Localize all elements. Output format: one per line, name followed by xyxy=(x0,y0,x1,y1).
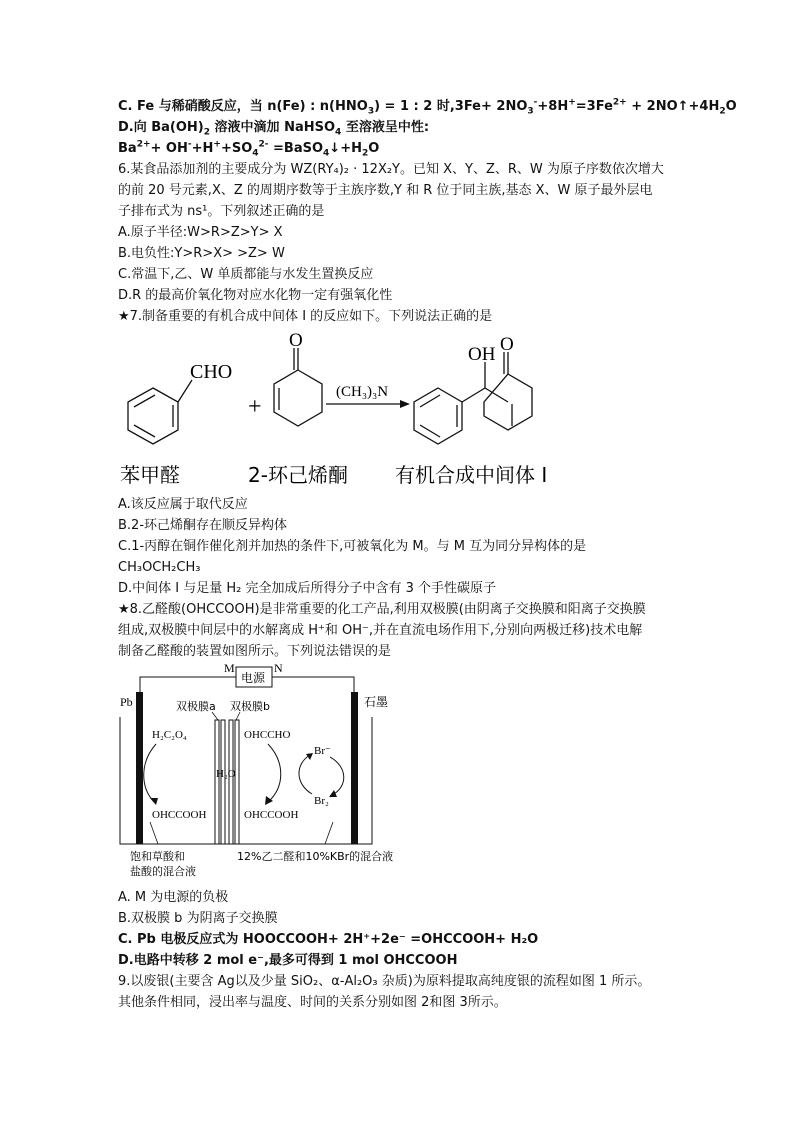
q8-option-d: D.电路中转移 2 mol e⁻,最多可得到 1 mol OHCCOOH xyxy=(118,953,458,968)
reagent-label: (CH₃)₃N xyxy=(336,384,389,400)
cathode-arrow xyxy=(144,744,156,802)
membrane-a-leader xyxy=(212,712,218,720)
q5-option-d: D.向 $Ba(OH)_2$ 溶液中滴加 NaHSO$_4$ 至溶液呈中性: xyxy=(118,120,430,138)
bipolar-membrane-a xyxy=(215,720,225,844)
q6-stem-line1: 6.某食品添加剂的主要成分为 WZ(RY₄)₂ · 12X₂Y。已知 X、Y、Z、R、W 为原子序数依次增大 xyxy=(118,162,664,177)
bipolar-membrane-b xyxy=(229,720,239,844)
q8-stem-line3: 制备乙醛酸的装置如图所示。下列说法错误的是 xyxy=(118,644,392,659)
q6-option-d: D.R 的最高价氧化物对应水化物一定有强氧化性 xyxy=(118,288,393,303)
label-benzaldehyde: 苯甲醛 xyxy=(120,463,180,487)
q6-option-c: C.常温下,乙、W 单质都能与水发生置换反应 xyxy=(118,267,374,282)
q8-stem-line1: ★8.乙醛酸(OHCCOOH)是非常重要的化工产品,利用双极膜(由阴离子交换膜和阳离子交换膜 xyxy=(118,602,646,617)
q5-option-d-equation: $Ba^{2+}+ OH^-+H^++SO_4^{2-}$ $=BaSO_4↓+H_2O$ xyxy=(118,139,380,159)
q8-option-b: B.双极膜 b 为阴离子交换膜 xyxy=(118,911,278,926)
q6-stem-line2: 的前 20 号元素,X、Z 的周期序数等于主族序数,Y 和 R 位于同主族,基态 X、W 原子最外层电 xyxy=(118,183,653,198)
ketone-o-label: O xyxy=(289,330,303,351)
q7-stem: ★7.制备重要的有机合成中间体 I 的反应如下。下列说法正确的是 xyxy=(118,309,493,324)
plus-sign: + xyxy=(248,394,262,420)
pb-label: Pb xyxy=(120,695,133,709)
q9-stem-line1: 9.以废银(主要含 Ag以及少量 SiO₂、α-Al₂O₃ 杂质)为原料提取高纯度银的流程如图 1 所示。 xyxy=(118,974,651,989)
q6-option-b: B.电负性:Y>R>X> >Z> W xyxy=(118,246,285,261)
q8-stem-line2: 组成,双极膜中间层中的水解离成 H⁺和 OH⁻,并在直流电场作用下,分别向两极迁移)技术电解 xyxy=(118,623,643,638)
power-supply-label: 电源 xyxy=(241,671,266,685)
q7-option-c: C.1-丙醇在铜作催化剂并加热的条件下,可被氧化为 M。与 M 互为同分异构体的是 xyxy=(118,539,587,554)
reaction-arrowhead xyxy=(400,400,410,408)
left-solution-label-2: 盐酸的混合液 xyxy=(130,865,196,878)
membrane-b-leader xyxy=(236,712,240,720)
right-solution-leader xyxy=(325,822,333,844)
q6-option-a: A.原子半径:W>R>Z>Y> X xyxy=(118,225,283,240)
q7-option-a: A.该反应属于取代反应 xyxy=(118,497,248,512)
label-intermediate: 有机合成中间体 I xyxy=(395,463,548,487)
terminal-m: M xyxy=(224,662,235,675)
membrane-a-label: 双极膜a xyxy=(176,700,216,713)
q8-option-c: C. Pb 电极反应式为 HOOCCOOH+ 2H⁺+2e⁻ =OHCCOOH+ H₂O xyxy=(118,932,539,947)
benzaldehyde-structure xyxy=(128,380,192,444)
q6-stem-line3: 子排布式为 ns¹。下列叙述正确的是 xyxy=(118,204,325,219)
product-mid-label: OHCCOOH xyxy=(244,809,299,821)
cho-label: CHO xyxy=(190,361,233,383)
q5-option-c: C. Fe 与稀硝酸反应，当 n(Fe) : $n(HNO_3) = 1$ : 2 时$,3Fe+ 2NO_3^-+8H^+=3Fe^{2+}$ + $2NO↑+4H_2O$ xyxy=(118,97,737,117)
q7-option-c-formula: CH₃OCH₂CH₃ xyxy=(118,560,201,575)
label-cyclohexenone: 2-环己烯酮 xyxy=(248,463,348,487)
q8-option-a: A. M 为电源的负极 xyxy=(118,890,229,905)
q9-stem-line2: 其他条件相同，浸出率与温度、时间的关系分别如图 2和图 3所示。 xyxy=(118,995,507,1010)
glyoxal-label: OHCCHO xyxy=(244,729,291,741)
bromide-arrow xyxy=(330,757,344,795)
bromide-arrowhead xyxy=(329,790,337,797)
cyclohexenone-structure xyxy=(274,348,322,426)
water-label: H₂O xyxy=(216,768,236,780)
q7-option-b: B.2-环己烯酮存在顺反异构体 xyxy=(118,518,288,533)
cathode-arrowhead xyxy=(150,798,158,805)
right-solution-label: 12%乙二醛和10%KBr的混合液 xyxy=(237,850,394,863)
graphite-label: 石墨 xyxy=(364,695,389,709)
oxidation-arrowhead xyxy=(265,796,273,805)
product-o-label: O xyxy=(500,334,514,355)
left-solution-leader xyxy=(150,822,158,844)
q7-reaction-scheme xyxy=(0,330,794,500)
product-left-label: OHCCOOH xyxy=(152,809,207,821)
q8-electrolysis-diagram xyxy=(0,662,794,882)
terminal-n: N xyxy=(274,662,283,675)
bromide-label: Br⁻ xyxy=(314,745,331,757)
graphite-electrode xyxy=(351,692,358,844)
bromine-arrow xyxy=(299,755,312,794)
bromine-label: Br₂ xyxy=(314,795,329,807)
pb-electrode xyxy=(136,692,143,844)
oxidation-arrow xyxy=(268,744,281,802)
q7-option-d: D.中间体 I 与足量 H₂ 完全加成后所得分子中含有 3 个手性碳原子 xyxy=(118,581,497,596)
hydroxyl-label: OH xyxy=(468,344,496,365)
left-solution-label-1: 饱和草酸和 xyxy=(130,850,185,863)
membrane-b-label: 双极膜b xyxy=(230,700,270,713)
oxalic-acid-label: H₂C₂O₄ xyxy=(152,729,187,741)
wire-right xyxy=(272,677,354,694)
wire-left xyxy=(140,677,236,694)
product-structure xyxy=(414,352,532,444)
